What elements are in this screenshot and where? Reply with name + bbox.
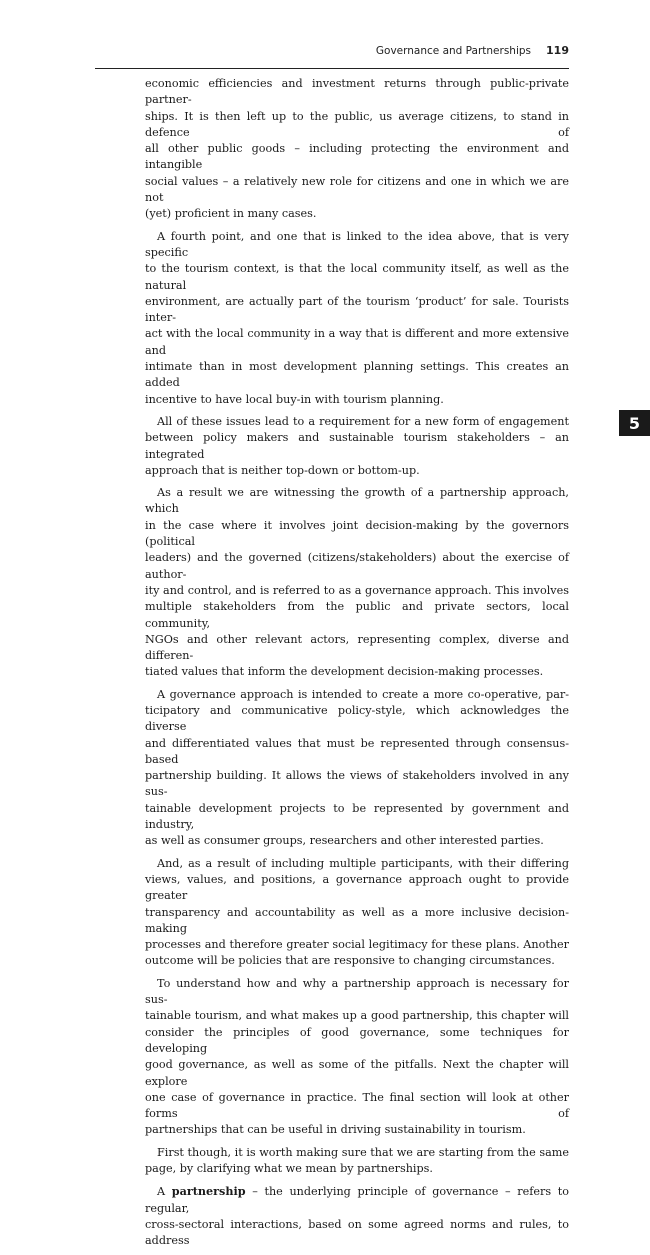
paragraph-line: (yet) proficient in many cases. bbox=[145, 207, 317, 221]
paragraph-line: tainable development projects to be represented by government and industry, bbox=[145, 801, 569, 832]
keyword-partnership: partnership bbox=[171, 1184, 246, 1199]
paragraph bbox=[145, 856, 569, 970]
paragraph-line: as well as consumer groups, researchers and other interested parties. bbox=[145, 834, 544, 848]
paragraph-line: partnership building. It allows the views of stakeholders involved in any sus- bbox=[145, 769, 569, 799]
paragraph-line: views, values, and positions, a governance approach ought to provide greater bbox=[145, 872, 569, 903]
paragraph bbox=[145, 414, 569, 479]
paragraph-line: good governance, as well as some of the pitfalls. Next the chapter will explore bbox=[145, 1058, 569, 1088]
paragraph-line: ships. It is then left up to the public, us average citizens, to stand in defence of bbox=[145, 109, 569, 139]
paragraph-line: multiple stakeholders from the public and private sectors, local community, bbox=[145, 600, 569, 630]
chapter-tab: 5 bbox=[619, 410, 650, 436]
header-rule bbox=[95, 68, 569, 69]
body-text bbox=[145, 76, 569, 1255]
paragraph-line: To understand how and why a partnership approach is necessary for sus- bbox=[145, 976, 569, 1007]
paragraph bbox=[145, 485, 569, 681]
paragraph-line: cross-sectoral interactions, based on some agreed norms and rules, to address bbox=[145, 1217, 569, 1248]
paragraph-line: tiated values that inform the development decision-making processes. bbox=[145, 665, 544, 679]
paragraph-line: incentive to have local buy-in with tourism planning. bbox=[145, 392, 444, 406]
paragraph bbox=[145, 976, 569, 1139]
paragraph-line: social values – a relatively new role for citizens and one in which we are not bbox=[145, 174, 569, 205]
paragraph-line: outcome will be policies that are responsive to changing circumstances. bbox=[145, 954, 555, 968]
paragraph-line: economic efficiencies and investment returns through public-private partner- bbox=[145, 77, 569, 107]
paragraph bbox=[145, 1145, 569, 1178]
paragraph-line: partnerships that can be useful in driving sustainability in tourism. bbox=[145, 1123, 526, 1137]
paragraph-line bbox=[145, 1183, 569, 1217]
paragraph-line: one case of governance in practice. The final section will look at other forms of bbox=[145, 1090, 569, 1121]
paragraph-line: NGOs and other relevant actors, representing complex, diverse and differen- bbox=[145, 632, 569, 663]
paragraph-line: As a result we are witnessing the growth of a partnership approach, which bbox=[145, 486, 569, 516]
paragraph bbox=[145, 687, 569, 850]
paragraph-line: intimate than in most development planning settings. This creates an added bbox=[145, 360, 569, 390]
paragraph-line: environment, are actually part of the tourism ‘product’ for sale. Tourists inter- bbox=[145, 294, 569, 325]
paragraph-line: leaders) and the governed (citizens/stakeholders) about the exercise of author- bbox=[145, 551, 569, 581]
paragraph-line: page, by clarifying what we mean by partnerships. bbox=[145, 1162, 433, 1175]
paragraph-line: ticipatory and communicative policy-style, which acknowledges the diverse bbox=[145, 703, 569, 734]
paragraph-line: between policy makers and sustainable tourism stakeholders – an integrated bbox=[145, 431, 569, 461]
paragraph-line: A fourth point, and one that is linked to the idea above, that is very specific bbox=[145, 229, 569, 259]
paragraph-line: to the tourism context, is that the local community itself, as well as the natural bbox=[145, 262, 569, 292]
line-lead: A bbox=[157, 1185, 172, 1199]
paragraph bbox=[145, 76, 569, 223]
paragraph-line: and differentiated values that must be represented through consensus-based bbox=[145, 736, 569, 766]
paragraph-line: approach that is neither top-down or bottom-up. bbox=[145, 463, 420, 477]
paragraph-line: tainable tourism, and what makes up a good partnership, this chapter will bbox=[145, 1009, 569, 1023]
running-head bbox=[376, 44, 569, 57]
paragraph-line: First though, it is worth making sure that we are starting from the same bbox=[157, 1145, 569, 1159]
paragraph-line: All of these issues lead to a requirement for a new form of engagement bbox=[157, 414, 569, 428]
running-title: Governance and Partnerships bbox=[375, 45, 532, 57]
line-rest: – the underlying principle of governance – refers to regular, bbox=[145, 1185, 569, 1215]
paragraph-line: consider the principles of good governance, some techniques for developing bbox=[145, 1025, 569, 1055]
paragraph-line: ity and control, and is referred to as a governance approach. This involves bbox=[145, 583, 569, 597]
paragraph-line: act with the local community in a way that is different and more extensive and bbox=[145, 327, 569, 357]
page-number: 119 bbox=[546, 44, 569, 57]
paragraph-line: processes and therefore greater social legitimacy for these plans. Another bbox=[145, 938, 569, 952]
paragraph-line: in the case where it involves joint decision-making by the governors (political bbox=[145, 518, 569, 549]
paragraph-partnership-definition bbox=[145, 1183, 569, 1249]
paragraph-line: all other public goods – including protecting the environment and intangible bbox=[145, 142, 569, 172]
paragraph bbox=[145, 229, 569, 408]
paragraph-line: And, as a result of including multiple participants, with their differing bbox=[157, 856, 569, 870]
paragraph-line: A governance approach is intended to create a more co-operative, par- bbox=[157, 687, 569, 701]
paragraph-line: transparency and accountability as well as a more inclusive decision-making bbox=[145, 905, 569, 935]
